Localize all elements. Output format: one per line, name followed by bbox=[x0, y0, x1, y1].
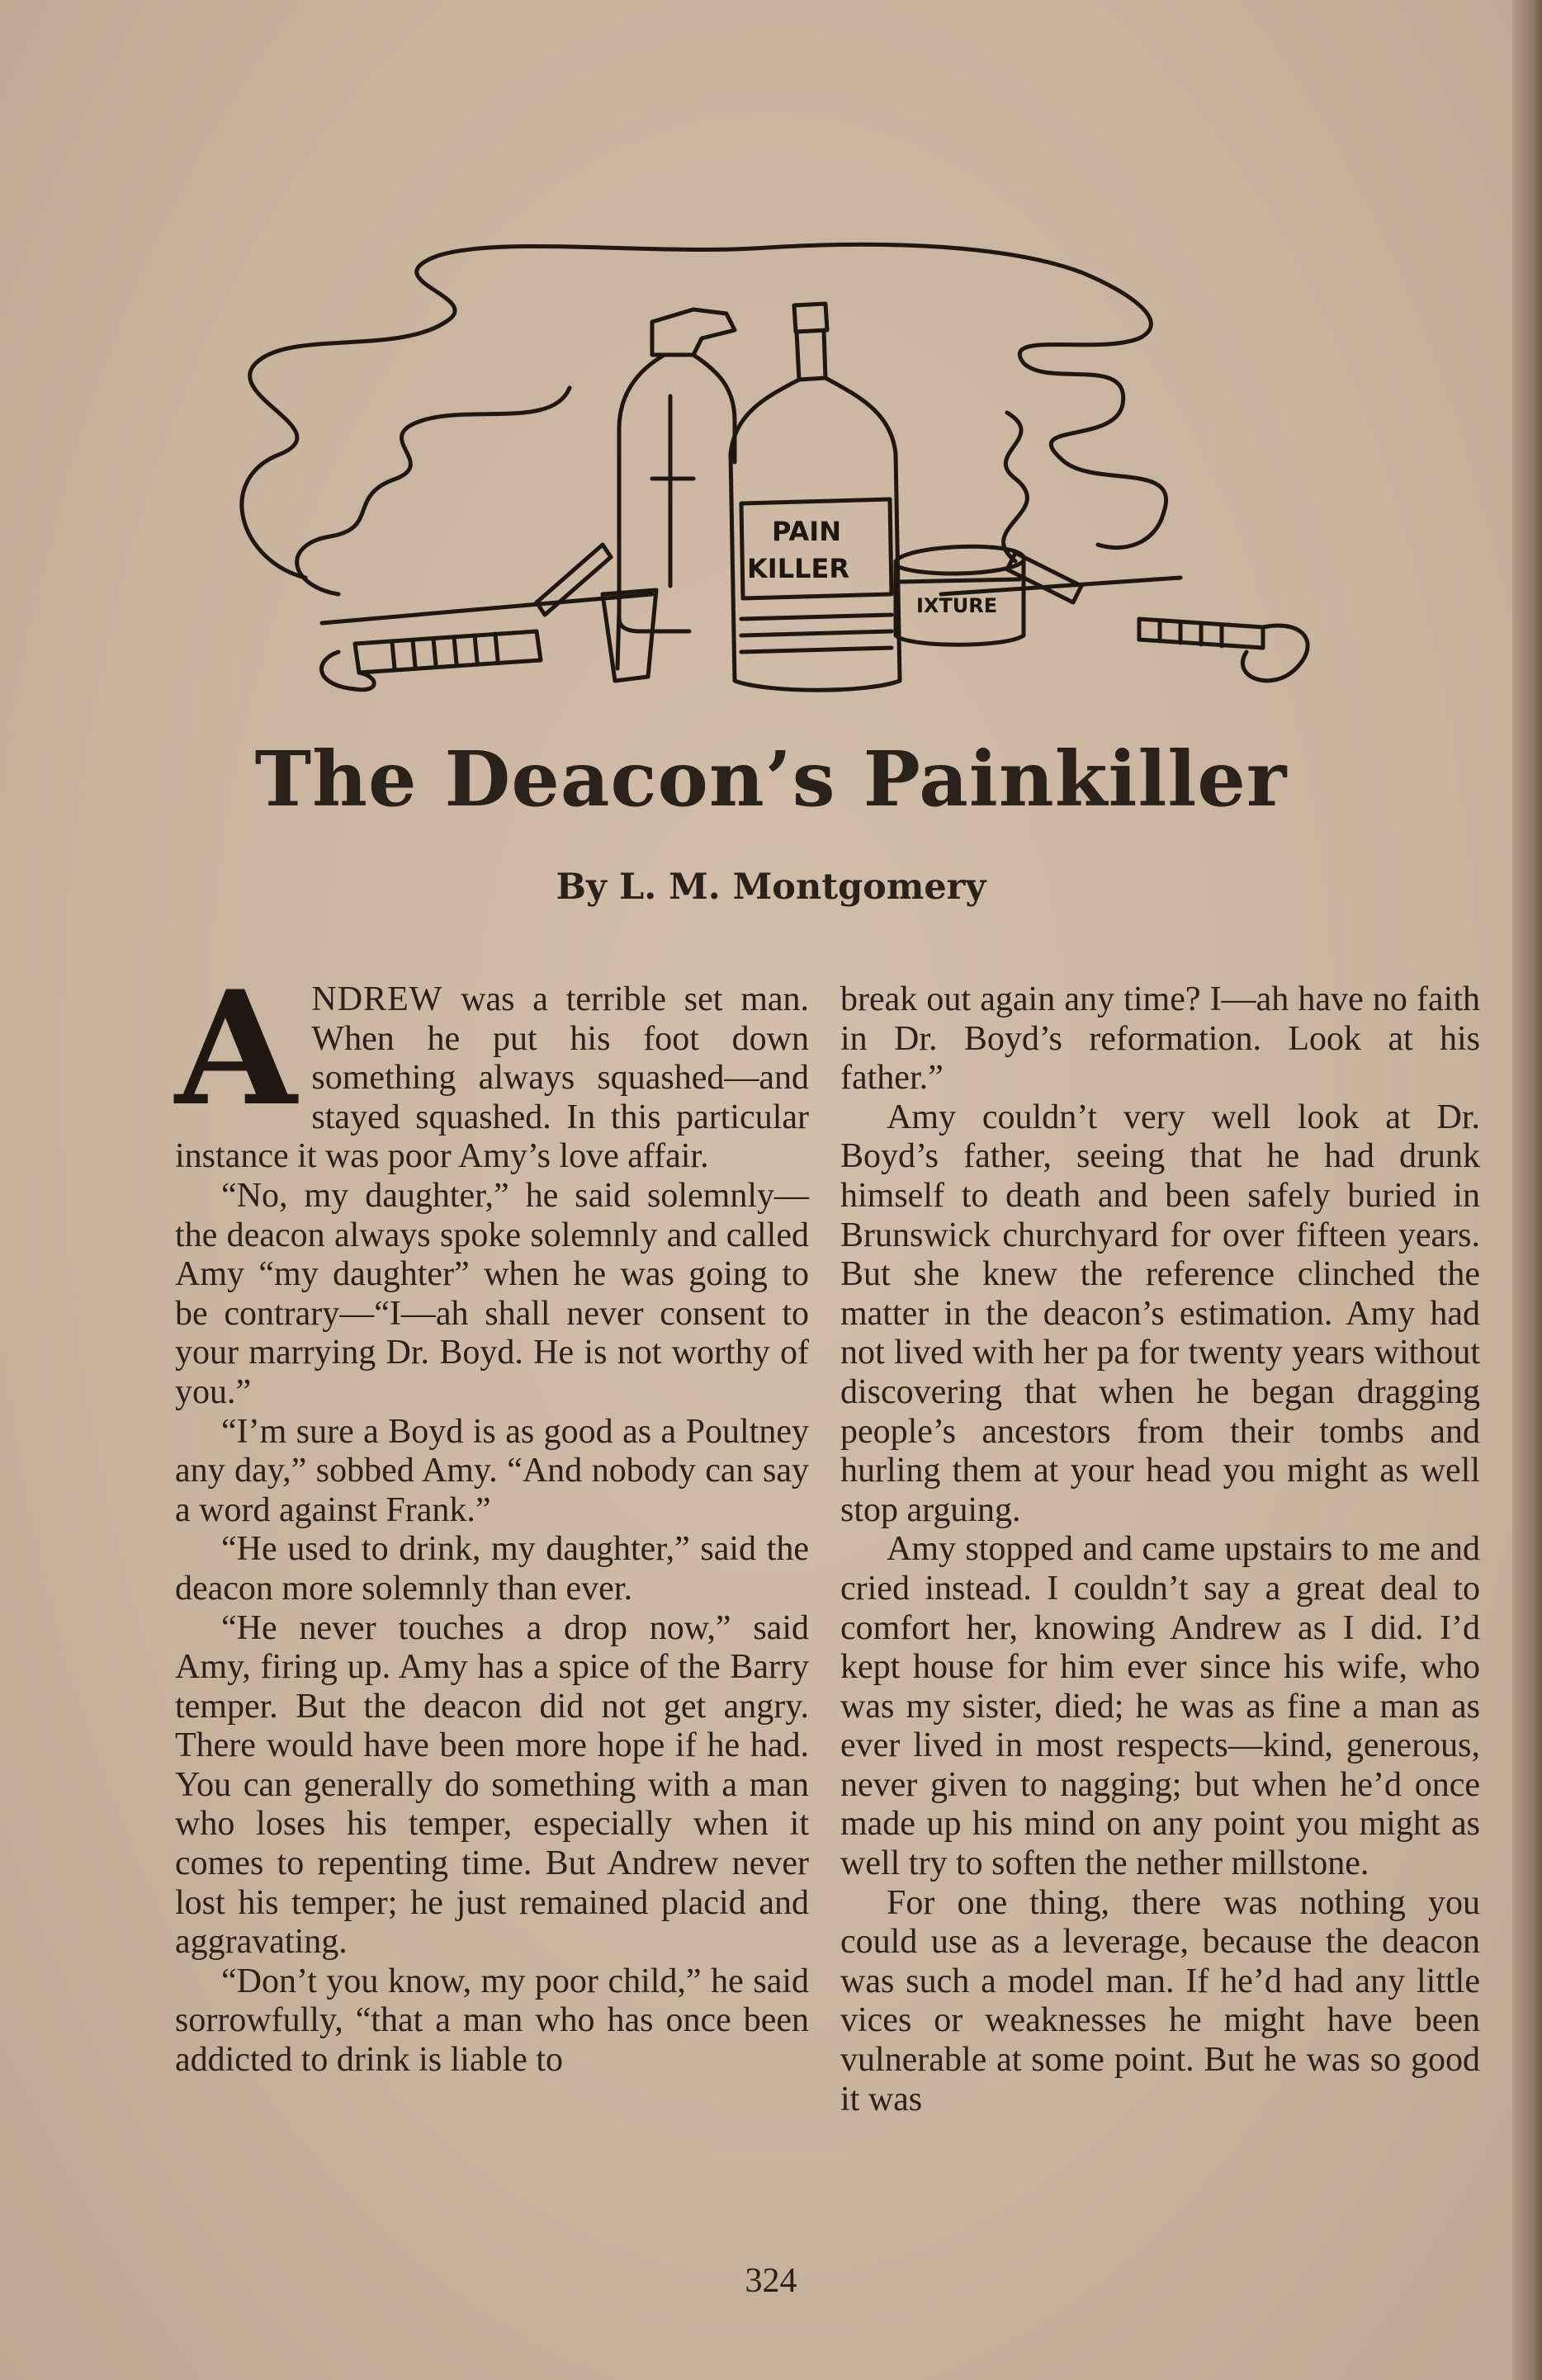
page-edge-shadow bbox=[1512, 0, 1542, 2380]
bottle-label-line2: KILLER bbox=[747, 553, 849, 584]
paragraph: “He used to drink, my daughter,” said the deacon more solemnly than ever. bbox=[175, 1530, 809, 1608]
paragraph-text: was a terrible set man. When he put his foot down something always squashed—and stayed squashed. In this particular instance it was poor Amy’s love affair. bbox=[175, 980, 809, 1176]
cigar-icon bbox=[322, 545, 611, 690]
paragraph: “No, my daughter,” he said solemnly—the deacon always spoke solemnly and called Amy “my daughter” when he was going to be contrary—“I—ah shall never consent to your marrying Dr. Boyd. He is not worthy of you.” bbox=[175, 1176, 809, 1411]
paragraph: Amy couldn’t very well look at Dr. Boyd’s father, seeing that he had drunk himself to death and been safely buried in Brunswick churchyard for over fifteen years. But she knew the reference clinched the matter in the deacon’s estimation. Amy had not lived with her pa for twenty years without discovering that when he began dragging people’s ancestors from their tombs and hurling them at your head you might as well stop arguing. bbox=[840, 1098, 1480, 1529]
paragraph: Amy stopped and came upstairs to me and cried instead. I couldn’t say a great deal to comfort her, knowing Andrew as I did. I’d kept house for him ever since his wife, who was my sister, died; he was as fine a man as ever lived in most respects—kind, generous, never given to nagging; but when he’d once made up his mind on any point you might as well try to soften the nether millstone. bbox=[840, 1530, 1480, 1883]
smoke-icon bbox=[242, 244, 1166, 578]
paragraph: For one thing, there was nothing you could use as a leverage, because the deacon was such a model man. If he’d had any little vices or weaknesses he might have been vulnerable at some point. But he was so good it was bbox=[840, 1883, 1480, 2118]
cigar-icon bbox=[1007, 553, 1308, 681]
header-illustration bbox=[190, 231, 1370, 726]
right-column bbox=[840, 980, 1480, 2119]
paragraph: “He never touches a drop now,” said Amy, firing up. Amy has a spice of the Barry temper. But the deacon did not get angry. There would have been more hope if he had. You can generally do something with a man who loses his temper, especially when it comes to repenting time. But Andrew never lost his temper; he just remained placid and aggravating. bbox=[175, 1608, 809, 1962]
drop-cap: A bbox=[175, 956, 297, 1140]
opening-word: NDREW bbox=[311, 980, 443, 1018]
article-byline: By L. M. Montgomery bbox=[556, 867, 986, 908]
painkiller-bottle-icon bbox=[731, 304, 900, 690]
page-number: 324 bbox=[745, 2262, 797, 2300]
article-title: The Deacon’s Painkiller bbox=[254, 734, 1288, 824]
left-column bbox=[175, 956, 809, 2080]
paragraph: “Don’t you know, my poor child,” he said sorrowfully, “that a man who has once been addicted to drink is liable to bbox=[175, 1962, 809, 2080]
paragraph: “I’m sure a Boyd is as good as a Poultney any day,” sobbed Amy. “And nobody can say a word against Frank.” bbox=[175, 1412, 809, 1529]
bottle-label-line1: PAIN bbox=[772, 516, 841, 547]
siphon-bottle-icon bbox=[619, 309, 735, 631]
paragraph: break out again any time? I—ah have no faith in Dr. Boyd’s reformation. Look at his father.” bbox=[840, 980, 1480, 1098]
shot-glass-icon bbox=[603, 590, 656, 681]
jar-label: IXTURE bbox=[916, 594, 998, 617]
opening-paragraph bbox=[175, 956, 809, 1177]
